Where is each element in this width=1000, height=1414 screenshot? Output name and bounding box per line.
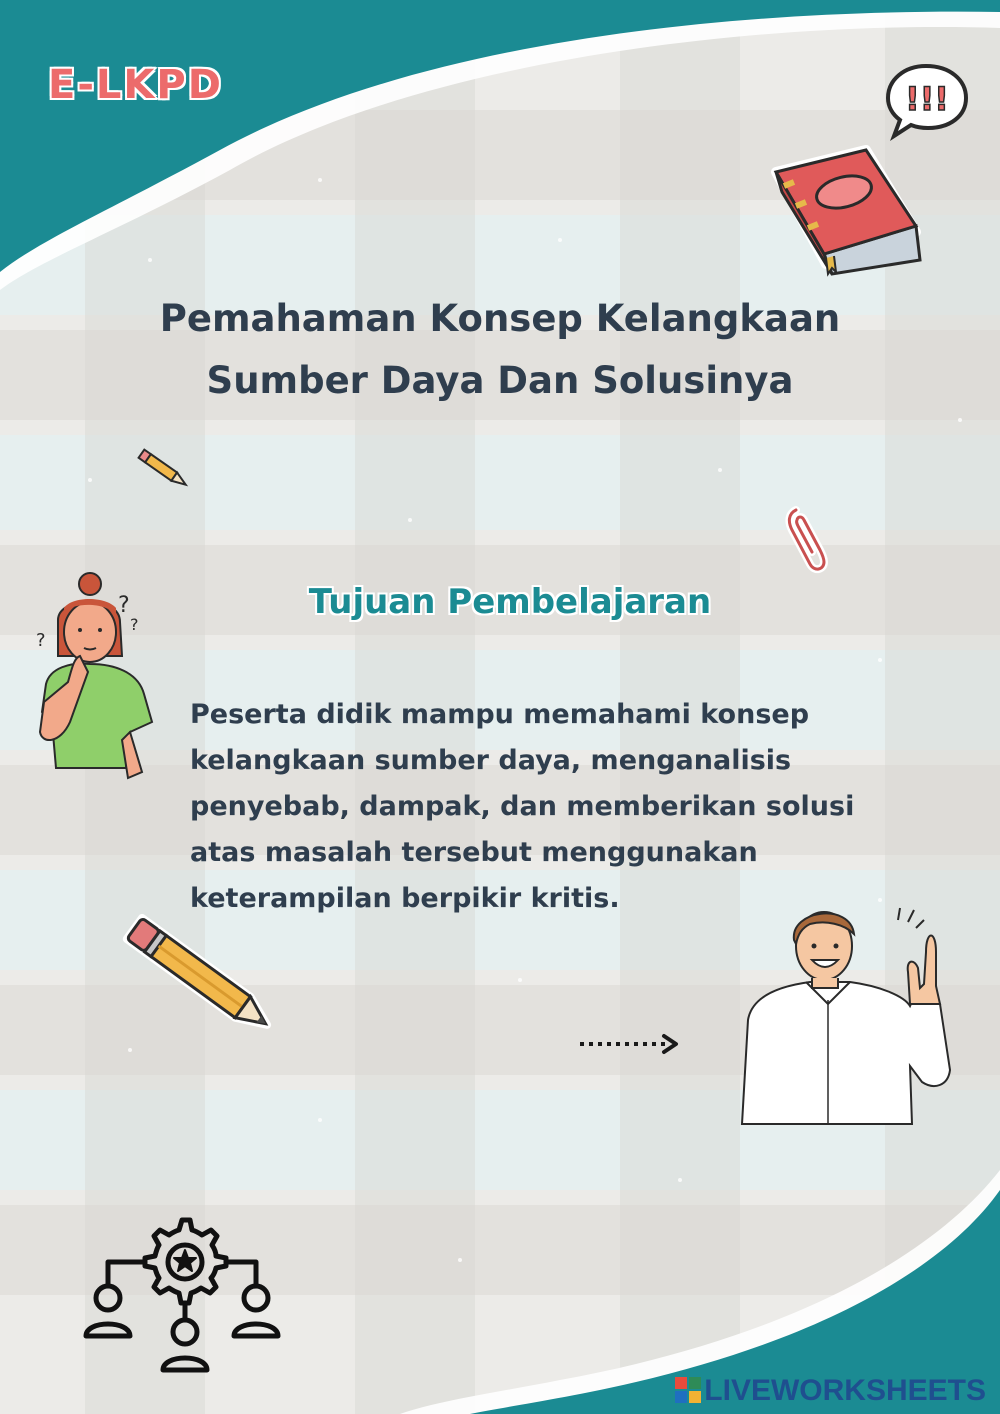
objective-line-4: atas masalah tersebut menggunakan: [190, 837, 758, 868]
liveworksheets-logo-icon: [675, 1377, 701, 1403]
svg-text:?: ?: [36, 630, 46, 651]
objective-line-3: penyebab, dampak, dan memberikan solusi: [190, 791, 855, 822]
speech-bubble-icon: [884, 60, 974, 142]
pointing-man-illustration: [740, 900, 956, 1126]
objective-line-1: Peserta didik mampu memahami konsep: [190, 699, 810, 730]
pencil-icon: [134, 446, 192, 494]
large-pencil-icon: [122, 914, 286, 1044]
book-icon: [766, 142, 928, 282]
dotted-arrow-icon: [576, 1030, 682, 1058]
section-heading: Tujuan Pembelajaran: [308, 582, 712, 622]
page-title: [100, 288, 900, 412]
title-line-1: Pemahaman Konsep Kelangkaan: [159, 297, 841, 340]
team-gear-icon: [80, 1212, 284, 1376]
title-line-2: Sumber Daya Dan Solusinya: [206, 359, 794, 402]
learning-objective-text: [190, 692, 910, 922]
logo-e-lkpd: E-LKPD: [48, 62, 223, 108]
speech-bubble-text: !!!: [905, 80, 949, 118]
svg-text:?: ?: [118, 593, 130, 618]
paperclip-icon: [780, 500, 834, 576]
svg-text:?: ?: [130, 615, 139, 634]
thinking-woman-illustration: [30, 572, 170, 784]
objective-line-2: kelangkaan sumber daya, menganalisis: [190, 745, 792, 776]
watermark-text: LIVEWORKSHEETS: [704, 1374, 986, 1407]
liveworksheets-watermark: [675, 1374, 986, 1408]
objective-line-5: keterampilan berpikir kritis.: [190, 883, 620, 914]
